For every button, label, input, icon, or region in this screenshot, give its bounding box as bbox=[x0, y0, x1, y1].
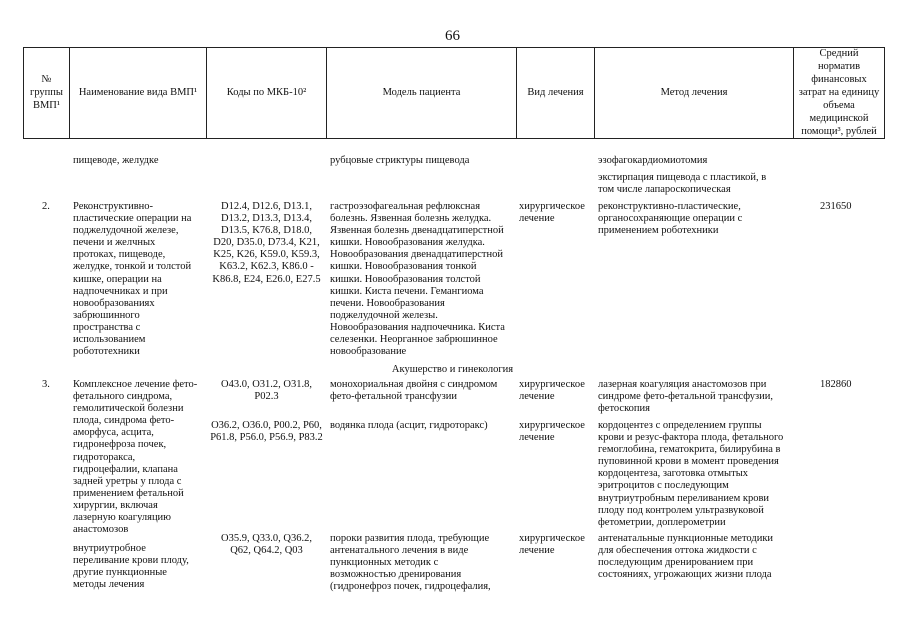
row3-number: 3. bbox=[42, 379, 50, 390]
row3-sub1-treatment-type: хирургическое лечение bbox=[519, 379, 585, 403]
col-divider bbox=[884, 47, 885, 138]
row3-sub1-treatment-method: лазерная коагуляция анастомозов при синдроме фето-фетальной трансфузии, фетоскопия bbox=[598, 379, 774, 415]
header-group-number: № группы ВМП¹ bbox=[30, 74, 63, 111]
row2-treatment-type: хирургическое лечение bbox=[519, 201, 585, 225]
header-treatment-type: Вид лечения bbox=[527, 87, 584, 98]
row3-sub2-mkb-codes: O36.2, O36.0, P00.2, P60, P61.8, P56.0, P56.9, P83.2 bbox=[210, 420, 323, 444]
section-title: Акушерство и гинекология bbox=[391, 364, 514, 375]
row2-vmp-name: Реконструктивно- пластические операции на поджелудочной железе, печени и желчных протоках, пищеводе, желудке, тонкой и толстой кишке, операции на надпочечниках и при новообразованиях забрюшинного пространства с использованием робототехники bbox=[73, 201, 192, 358]
cont-patient-model: рубцовые стриктуры пищевода bbox=[330, 155, 470, 166]
row3-sub3-patient-model: пороки развития плода, требующие антенатального лечения в виде пункционных методик с возможностью дренирования (гидронефроз почек, гидроцефалия, bbox=[330, 533, 491, 593]
row3-sub2-treatment-method: кордоцентез с определением группы крови и резус-фактора плода, фетального гемоглобина, гематокрита, билирубина в пуповинной крови в момент проведения кордоцентеза, заготовка отмытых эритроцитов с последующим внутриутробным переливанием крови плоду под контролем ультразвуковой фетометрии, доплерометрии bbox=[598, 420, 784, 528]
row3-sub3-mkb-codes: O35.9, Q33.0, Q36.2, Q62, Q64.2, Q03 bbox=[221, 533, 312, 557]
page-number: 66 bbox=[445, 28, 460, 44]
header-patient-model: Модель пациента bbox=[382, 87, 461, 98]
row2-mkb-codes: D12.4, D12.6, D13.1, D13.2, D13.3, D13.4, D13.5, K76.8, D18.0, D20, D35.0, D73.4, K21, K25, K26, K59.0, K59.3, K63.2, K62.3, K86.0 - K86.8, E24, E26.0, E27.5 bbox=[212, 201, 321, 285]
row3-vmp-name-continued: внутриутробное переливание крови плоду, другие пункционные методы лечения bbox=[73, 543, 189, 591]
row3-sub1-mkb-codes: O43.0, O31.2, O31.8, P02.3 bbox=[221, 379, 312, 403]
row3-average-cost: 182860 bbox=[820, 379, 852, 390]
row3-sub3-treatment-type: хирургическое лечение bbox=[519, 533, 585, 557]
row3-sub1-patient-model: монохориальная двойня с синдромом фето-фетальной трансфузии bbox=[330, 379, 498, 403]
header-average-cost: Средний норматив финансовых затрат на единицу объема медицинской помощи³, рублей bbox=[798, 48, 880, 137]
cont-method-2: экстирпация пищевода с пластикой, в том числе лапароскопическая bbox=[598, 172, 767, 196]
row2-number: 2. bbox=[42, 201, 50, 212]
cont-method-1: эзофагокардиомиотомия bbox=[598, 155, 708, 166]
header-mkb-codes: Коды по МКБ-10² bbox=[226, 87, 307, 98]
header-bottom-border bbox=[23, 138, 885, 139]
header-treatment-method: Метод лечения bbox=[660, 87, 728, 98]
row3-sub2-patient-model: водянка плода (асцит, гидроторакс) bbox=[330, 420, 488, 431]
row3-vmp-name: Комплексное лечение фето- фетального синдрома, гемолитической болезни плода, синдрома фето- аморфуса, асцита, гидронефроза почек, гидроторакса, гидроцефалии, клапана задней уретры у плода с применением фетальной хирургии, включая лазерную коагуляцию анастомозов bbox=[73, 379, 198, 536]
row2-average-cost: 231650 bbox=[820, 201, 852, 212]
row3-sub3-treatment-method: антенатальные пункционные методики для обеспечения оттока жидкости с последующим дренированием при состояниях, угрожающих жизни плода bbox=[598, 533, 774, 581]
row2-treatment-method: реконструктивно-пластические, органосохраняющие операции с применением роботехники bbox=[598, 201, 743, 237]
header-vmp-name: Наименование вида ВМП¹ bbox=[78, 87, 198, 98]
row2-patient-model: гастроэзофагеальная рефлюксная болезнь. Язвенная болезнь желудка. Язвенная болезнь двенадцатиперстной кишки. Новообразования желудка. Новообразования двенадцатиперстной кишки. Новообразования тонкой кишки. Новообразования толстой кишки. Киста печени. Гемангиома печени. Новообразования поджелудочной железы. Новообразования надпочечника. Киста селезенки. Неорганное забрюшинное новообразование bbox=[330, 201, 505, 358]
cont-vmp-name: пищеводе, желудке bbox=[73, 155, 159, 166]
row3-sub2-treatment-type: хирургическое лечение bbox=[519, 420, 585, 444]
